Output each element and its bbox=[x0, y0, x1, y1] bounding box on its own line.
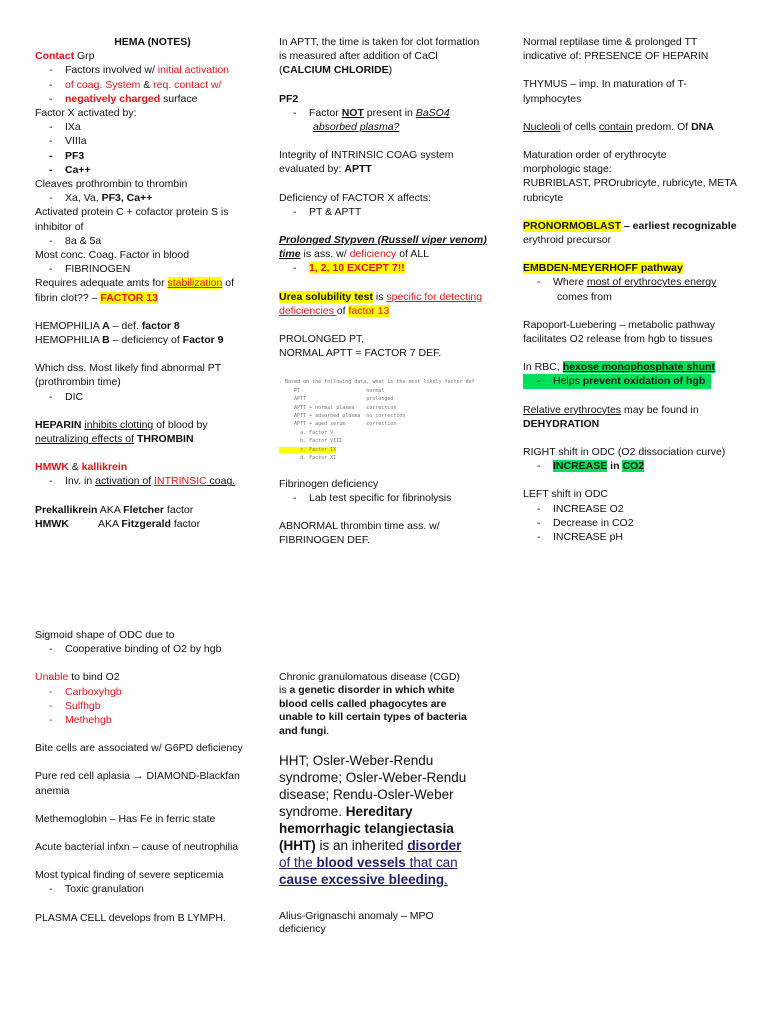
note-line: and fungi. bbox=[279, 724, 330, 737]
note-line: of the blood vessels that can bbox=[279, 855, 458, 871]
note-bullet: - IXa bbox=[35, 120, 270, 134]
note-line: Bite cells are associated w/ G6PD deficiency bbox=[35, 742, 243, 755]
note-bullet: - DIC bbox=[35, 390, 270, 404]
note-line: Factor X activated by: bbox=[35, 107, 137, 120]
note-line: FIBRINOGEN DEF. bbox=[279, 534, 371, 547]
note-line: PROLONGED PT, bbox=[279, 333, 365, 346]
question-line: APTT + normal plasma correction bbox=[279, 404, 397, 411]
bottom-middle-section bbox=[279, 671, 524, 937]
question-answer: c. Factor IX bbox=[279, 446, 337, 453]
note-bullet: - Xa, Va, PF3, Ca++ bbox=[35, 191, 270, 205]
note-line: indicative of: PRESENCE OF HEPARIN bbox=[523, 50, 709, 63]
note-line: morphologic stage: bbox=[523, 163, 612, 176]
note-bullet: - Sulfhgb bbox=[35, 699, 270, 713]
note-bullet: - PT & APTT bbox=[279, 205, 514, 219]
note-line: (CALCIUM CHLORIDE) bbox=[279, 64, 393, 77]
question-line: d. Factor XI bbox=[279, 455, 337, 462]
note-line: HMWK & kallikrein bbox=[35, 461, 128, 474]
note-line: Requires adequate amts for stabilization of bbox=[35, 277, 235, 290]
note-line: Urea solubility test is specific for detecting bbox=[279, 290, 483, 303]
question-line: APTT prolonged bbox=[279, 396, 394, 403]
note-line: evaluated by: APTT bbox=[279, 163, 372, 176]
note-line: hemorrhagic telangiectasia bbox=[279, 821, 454, 837]
note-line: DEHYDRATION bbox=[523, 417, 600, 430]
note-bullet: - Helps prevent oxidation of hgb bbox=[523, 374, 711, 388]
note-line: Maturation order of erythrocyte bbox=[523, 149, 667, 162]
note-bullet: - Ca++ bbox=[35, 163, 270, 177]
note-line: Chronic granulomatous disease (CGD) bbox=[279, 671, 460, 683]
note-bullet: - Inv. in activation of INTRINSIC coag. bbox=[35, 474, 270, 488]
note-line: HMWK AKA Fitzgerald factor bbox=[35, 517, 201, 530]
note-bullet: - VIIIa bbox=[35, 134, 270, 148]
note-line: is measured after addition of CaCl bbox=[279, 50, 438, 63]
note-bullet-cont: absorbed plasma? bbox=[313, 121, 400, 134]
note-line: (prothrombin time) bbox=[35, 376, 121, 389]
note-bullet: - 8a & 5a bbox=[35, 234, 270, 248]
column-2 bbox=[279, 35, 514, 547]
note-line: NORMAL APTT = FACTOR 7 DEF. bbox=[279, 347, 442, 360]
question-line: APTT + aged serum correction bbox=[279, 421, 397, 428]
note-line: In RBC, hexose monophosphate shunt bbox=[523, 361, 715, 374]
note-line: (HHT) is an inherited disorder bbox=[279, 838, 462, 854]
question-line: APTT + adsorbed plasma no correction bbox=[279, 413, 406, 420]
note-bullet: - Cooperative binding of O2 by hgb bbox=[35, 642, 270, 656]
note-line: Unable to bind O2 bbox=[35, 671, 120, 684]
note-line: Activated protein C + cofactor protein S is bbox=[35, 206, 229, 219]
note-line: facilitates O2 release from hgb to tissues bbox=[523, 333, 713, 346]
note-bullet: - Methehgb bbox=[35, 713, 270, 727]
note-bullet: - FIBRINOGEN bbox=[35, 262, 270, 276]
note-line: THYMUS – imp. In maturation of T- bbox=[523, 78, 687, 91]
note-line: Acute bacterial infxn – cause of neutrophilia bbox=[35, 841, 239, 854]
note-line: RIGHT shift in ODC (O2 dissociation curve) bbox=[523, 446, 726, 459]
note-line: syndrome. Hereditary bbox=[279, 804, 413, 820]
note-line: Contact Grp bbox=[35, 50, 95, 63]
note-line: In APTT, the time is taken for clot formation bbox=[279, 36, 480, 48]
note-line: Fibrinogen deficiency bbox=[279, 477, 379, 490]
column-3 bbox=[523, 35, 758, 544]
note-line: HEMOPHILIA A – def. factor 8 bbox=[35, 319, 180, 332]
note-line: Pure red cell aplasia → DIAMOND-Blackfan bbox=[35, 770, 240, 783]
note-line: EMBDEN-MEYERHOFF pathway bbox=[523, 262, 683, 275]
note-line: LEFT shift in ODC bbox=[523, 488, 608, 501]
note-bullet: - Factors involved w/ initial activation bbox=[35, 63, 270, 77]
note-line: deficiencies of factor 13 bbox=[279, 304, 390, 317]
note-line: rubricyte bbox=[523, 191, 564, 204]
note-line: Most conc. Coag. Factor in blood bbox=[35, 249, 190, 262]
note-bullet: - PF3 bbox=[35, 149, 270, 163]
note-line: lymphocytes bbox=[523, 92, 582, 105]
note-line: HEMOPHILIA B – deficiency of Factor 9 bbox=[35, 334, 224, 347]
note-line: Which dss. Most likely find abnormal PT bbox=[35, 362, 222, 375]
note-line: HHT; Osler-Weber-Rendu bbox=[279, 753, 434, 769]
question-snippet bbox=[279, 378, 514, 462]
note-line: Nucleoli of cells contain predom. Of DNA bbox=[523, 120, 714, 133]
note-line: deficiency bbox=[279, 923, 326, 936]
note-line: disease; Rendu-Osler-Weber bbox=[279, 787, 454, 803]
note-bullet: - Where most of erythrocytes energy bbox=[523, 275, 758, 289]
note-line: neutralizing effects of THROMBIN bbox=[35, 433, 194, 446]
note-bullet: - Carboxyhgb bbox=[35, 685, 270, 699]
note-bullet: - Toxic granulation bbox=[35, 882, 270, 896]
note-bullet: - Factor NOT present in BaSO4 bbox=[279, 106, 514, 120]
question-line: PT normal bbox=[279, 387, 385, 394]
note-line: inhibitor of bbox=[35, 220, 84, 233]
note-line: Alius-Grignaschi anomaly – MPO bbox=[279, 910, 434, 923]
note-line: Sigmoid shape of ODC due to bbox=[35, 629, 175, 641]
note-line: fibrin clot?? – FACTOR 13 bbox=[35, 291, 158, 304]
note-line: Most typical finding of severe septicemia bbox=[35, 869, 224, 882]
note-bullet: - INCREASE pH bbox=[523, 530, 758, 544]
note-line: PLASMA CELL develops from B LYMPH. bbox=[35, 911, 226, 924]
note-line: HEPARIN inhibits clotting of blood by bbox=[35, 418, 208, 431]
note-line: ABNORMAL thrombin time ass. w/ bbox=[279, 519, 440, 532]
hht-block bbox=[279, 752, 524, 888]
note-bullet-cont: comes from bbox=[557, 290, 612, 303]
note-line: blood cells called phagocytes are bbox=[279, 697, 447, 710]
note-bullet-cont: - negatively charged surface bbox=[35, 92, 270, 106]
note-bullet-cont: - of coag. System & req. contact w/ bbox=[35, 78, 270, 92]
question-line: a. Factor V bbox=[279, 429, 334, 436]
note-line: unable to kill certain types of bacteria bbox=[279, 711, 467, 724]
note-line: Deficiency of FACTOR X affects: bbox=[279, 191, 431, 204]
page-title: HEMA (NOTES) bbox=[114, 36, 191, 48]
note-line: Relative erythrocytes may be found in bbox=[523, 403, 699, 416]
note-line: Rapoport-Luebering – metabolic pathway bbox=[523, 318, 716, 331]
note-line: anemia bbox=[35, 784, 70, 797]
note-line: PF2 bbox=[279, 92, 299, 105]
note-line: RUBRIBLAST, PROrubricyte, rubricyte, META bbox=[523, 177, 737, 190]
note-bullet: - INCREASE in CO2 bbox=[523, 459, 758, 473]
note-bullet: - INCREASE O2 bbox=[523, 502, 758, 516]
note-line: cause excessive bleeding. bbox=[279, 872, 448, 888]
note-line: Integrity of INTRINSIC COAG system bbox=[279, 149, 454, 162]
note-bullet: - 1, 2, 10 EXCEPT 7!! bbox=[279, 261, 514, 275]
note-line: time is ass. w/ deficiency of ALL bbox=[279, 248, 430, 261]
note-line: is a genetic disorder in which white bbox=[279, 684, 455, 697]
note-line: Prolonged Stypven (Russell viper venom) bbox=[279, 234, 487, 247]
note-line: Normal reptilase time & prolonged TT bbox=[523, 36, 698, 48]
question-line: . Based on the following data, what is the most likely factor def bbox=[279, 379, 475, 386]
note-line: Methemoglobin – Has Fe in ferric state bbox=[35, 812, 216, 825]
question-line: b. Factor VIII bbox=[279, 438, 343, 445]
note-line: erythroid precursor bbox=[523, 234, 612, 247]
note-bullet: - Lab test specific for fibrinolysis bbox=[279, 491, 514, 505]
note-line: syndrome; Osler-Weber-Rendu bbox=[279, 770, 467, 786]
note-line: PRONORMOBLAST – earliest recognizable bbox=[523, 219, 737, 232]
note-bullet: - Decrease in CO2 bbox=[523, 516, 758, 530]
column-1 bbox=[35, 35, 270, 531]
note-line: Prekallikrein AKA Fletcher factor bbox=[35, 503, 194, 516]
bottom-left-section bbox=[35, 628, 270, 925]
note-line: Cleaves prothrombin to thrombin bbox=[35, 178, 188, 191]
